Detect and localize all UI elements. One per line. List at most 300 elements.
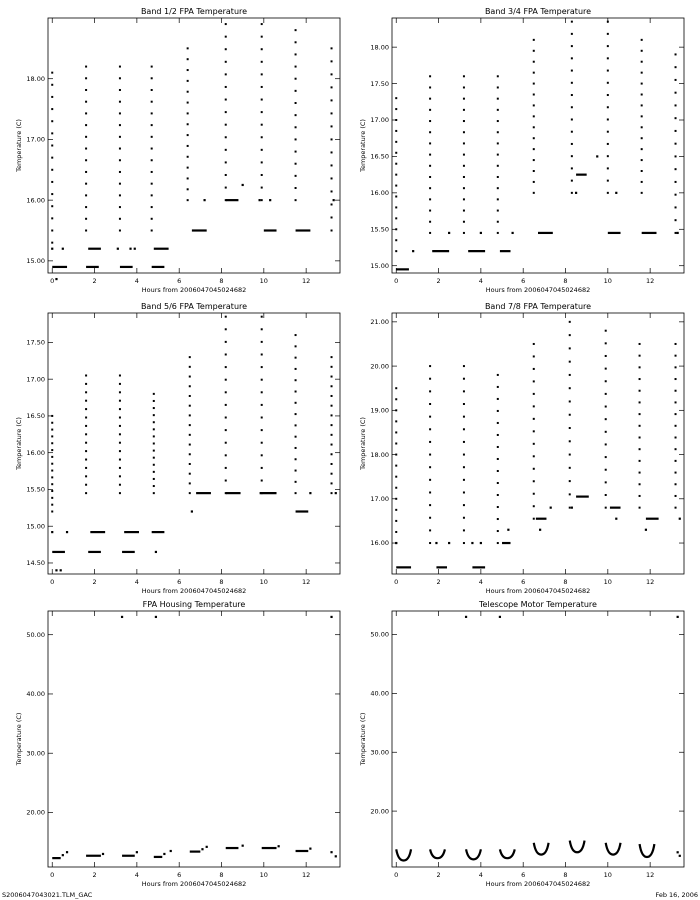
data-point xyxy=(51,531,53,533)
data-point xyxy=(463,75,465,77)
x-tick-label: 12 xyxy=(646,277,655,285)
data-point xyxy=(639,448,641,450)
data-point xyxy=(153,428,155,430)
data-point xyxy=(463,378,465,380)
data-point xyxy=(51,449,53,451)
x-tick-label: 12 xyxy=(646,578,655,586)
data-point xyxy=(429,365,431,367)
data-point xyxy=(497,410,499,412)
data-point xyxy=(261,391,263,393)
data-point xyxy=(119,171,121,173)
x-tick-label: 6 xyxy=(177,578,182,586)
data-point xyxy=(295,492,297,494)
data-point xyxy=(533,148,535,150)
data-point xyxy=(225,99,227,101)
data-point xyxy=(675,168,677,170)
footer-file-label: S2006047043021.TLM_GAC xyxy=(2,891,93,899)
data-point xyxy=(497,458,499,460)
data-point xyxy=(675,143,677,145)
data-point xyxy=(295,345,297,347)
x-tick-label: 0 xyxy=(394,578,399,586)
data-point xyxy=(187,80,189,82)
data-point xyxy=(85,89,87,91)
data-point xyxy=(51,456,53,458)
data-point xyxy=(463,86,465,88)
data-point xyxy=(85,484,87,486)
data-point xyxy=(151,183,153,185)
data-point xyxy=(429,176,431,178)
data-point xyxy=(201,848,203,850)
data-point xyxy=(675,206,677,208)
data-point xyxy=(261,379,263,381)
data-point xyxy=(119,218,121,220)
data-point xyxy=(571,33,573,35)
data-point xyxy=(448,232,450,234)
data-point xyxy=(85,417,87,419)
data-point xyxy=(395,141,397,143)
data-point xyxy=(429,454,431,456)
y-axis-label: Temperature (C) xyxy=(15,417,23,470)
data-point xyxy=(51,145,53,147)
data-point xyxy=(395,420,397,422)
data-point xyxy=(639,495,641,497)
data-point xyxy=(189,434,191,436)
data-point xyxy=(187,102,189,104)
data-point xyxy=(639,425,641,427)
data-point xyxy=(497,120,499,122)
data-point xyxy=(85,101,87,103)
data-point xyxy=(463,542,465,544)
data-point xyxy=(119,66,121,68)
y-tick-label: 15.50 xyxy=(370,225,389,234)
x-tick-label: 12 xyxy=(302,578,311,586)
data-point xyxy=(605,368,607,370)
data-point xyxy=(605,393,607,395)
data-cycle xyxy=(534,843,549,855)
data-point xyxy=(331,463,333,465)
data-point xyxy=(187,134,189,136)
data-point xyxy=(641,170,643,172)
x-tick-label: 0 xyxy=(394,871,399,879)
data-point xyxy=(119,206,121,208)
data-point xyxy=(331,444,333,446)
y-tick-label: 16.00 xyxy=(370,539,389,548)
data-point xyxy=(571,82,573,84)
data-point xyxy=(153,478,155,480)
footer-date-label: Feb 16, 2006 xyxy=(655,891,698,899)
data-point xyxy=(51,108,53,110)
data-point xyxy=(463,210,465,212)
data-point xyxy=(395,398,397,400)
data-point xyxy=(395,476,397,478)
data-point xyxy=(605,330,607,332)
chart-title: Band 5/6 FPA Temperature xyxy=(140,302,248,311)
data-point xyxy=(187,58,189,60)
data-point xyxy=(571,180,573,182)
data-point xyxy=(331,376,333,378)
y-tick-label: 15.00 xyxy=(26,257,45,266)
x-tick-label: 8 xyxy=(219,578,224,586)
data-point xyxy=(331,60,333,62)
x-tick-label: 8 xyxy=(563,578,568,586)
data-point xyxy=(151,206,153,208)
data-point xyxy=(225,187,227,189)
data-point xyxy=(675,472,677,474)
data-point xyxy=(533,405,535,407)
data-point xyxy=(295,447,297,449)
y-tick-label: 19.00 xyxy=(370,406,389,415)
data-point xyxy=(51,415,53,417)
x-tick-label: 10 xyxy=(603,578,612,586)
data-point xyxy=(497,482,499,484)
data-point xyxy=(429,441,431,443)
data-point xyxy=(331,405,333,407)
data-point xyxy=(119,374,121,376)
data-point xyxy=(395,130,397,132)
data-point xyxy=(533,61,535,63)
data-point xyxy=(533,468,535,470)
data-point xyxy=(187,47,189,49)
data-point xyxy=(463,187,465,189)
data-point xyxy=(225,161,227,163)
y-tick-label: 20.00 xyxy=(370,362,389,371)
data-point xyxy=(463,428,465,430)
data-point xyxy=(533,393,535,395)
data-point xyxy=(261,467,263,469)
data-point xyxy=(675,390,677,392)
y-tick-label: 17.00 xyxy=(26,375,45,384)
data-point xyxy=(187,112,189,114)
data-point xyxy=(605,456,607,458)
x-tick-label: 6 xyxy=(521,871,526,879)
data-point xyxy=(51,442,53,444)
data-point xyxy=(463,454,465,456)
data-point xyxy=(295,334,297,336)
data-point xyxy=(153,393,155,395)
y-axis-label: Temperature (C) xyxy=(359,417,367,470)
data-point xyxy=(331,492,333,494)
data-point xyxy=(151,112,153,114)
data-point xyxy=(187,69,189,71)
x-tick-label: 8 xyxy=(219,871,224,879)
data-point xyxy=(261,442,263,444)
data-point xyxy=(331,164,333,166)
data-point xyxy=(569,493,571,495)
data-point xyxy=(225,454,227,456)
data-point xyxy=(153,457,155,459)
data-point xyxy=(51,120,53,122)
data-cycle xyxy=(466,849,481,859)
data-point xyxy=(225,379,227,381)
y-tick-label: 18.00 xyxy=(370,450,389,459)
data-point xyxy=(533,83,535,85)
data-point xyxy=(295,53,297,55)
data-point xyxy=(497,210,499,212)
data-point xyxy=(533,343,535,345)
data-point xyxy=(295,470,297,472)
x-tick-label: 2 xyxy=(436,578,441,586)
data-point xyxy=(429,416,431,418)
data-point xyxy=(395,409,397,411)
data-point xyxy=(119,391,121,393)
data-point xyxy=(331,356,333,358)
data-point xyxy=(463,416,465,418)
data-point xyxy=(533,126,535,128)
data-point xyxy=(51,157,53,159)
data-point xyxy=(533,50,535,52)
x-tick-label: 0 xyxy=(394,277,399,285)
data-point xyxy=(605,418,607,420)
data-point xyxy=(429,542,431,544)
data-point xyxy=(225,341,227,343)
data-point xyxy=(429,75,431,77)
data-point xyxy=(261,48,263,50)
data-point xyxy=(261,36,263,38)
data-point xyxy=(607,143,609,145)
data-point xyxy=(605,494,607,496)
data-point xyxy=(497,542,499,544)
data-point xyxy=(607,118,609,120)
data-point xyxy=(189,414,191,416)
data-point xyxy=(119,425,121,427)
data-point xyxy=(675,155,677,157)
x-tick-label: 4 xyxy=(134,578,139,586)
data-point xyxy=(395,509,397,511)
data-point xyxy=(331,216,333,218)
data-point xyxy=(497,374,499,376)
data-point xyxy=(187,199,189,201)
data-point xyxy=(607,70,609,72)
data-point xyxy=(499,616,501,618)
data-point xyxy=(533,137,535,139)
data-point xyxy=(261,124,263,126)
data-point xyxy=(675,413,677,415)
data-point xyxy=(571,167,573,169)
x-tick-label: 8 xyxy=(563,277,568,285)
data-point xyxy=(187,177,189,179)
data-point xyxy=(675,436,677,438)
y-tick-label: 15.50 xyxy=(26,485,45,494)
x-tick-label: 12 xyxy=(302,277,311,285)
data-point xyxy=(497,494,499,496)
y-tick-label: 30.00 xyxy=(26,749,45,758)
data-point xyxy=(395,498,397,500)
x-tick-label: 4 xyxy=(478,578,483,586)
data-point xyxy=(155,616,157,618)
chart-panel xyxy=(15,302,340,595)
data-point xyxy=(571,155,573,157)
data-point xyxy=(189,356,191,358)
x-tick-label: 0 xyxy=(50,871,55,879)
data-point xyxy=(675,448,677,450)
data-point xyxy=(429,154,431,156)
data-point xyxy=(242,845,244,847)
data-point xyxy=(497,518,499,520)
data-point xyxy=(675,194,677,196)
y-tick-label: 50.00 xyxy=(370,630,389,639)
data-point xyxy=(395,196,397,198)
data-point xyxy=(675,460,677,462)
y-tick-label: 50.00 xyxy=(26,630,45,639)
data-point xyxy=(51,483,53,485)
x-axis-label: Hours from 2006047045024682 xyxy=(485,286,591,294)
data-point xyxy=(497,198,499,200)
data-point xyxy=(261,61,263,63)
data-point xyxy=(225,442,227,444)
x-tick-label: 2 xyxy=(436,871,441,879)
data-point xyxy=(677,851,679,853)
data-point xyxy=(136,851,138,853)
data-point xyxy=(119,159,121,161)
y-tick-label: 18.00 xyxy=(26,74,45,83)
data-point xyxy=(191,510,193,512)
chart-title: Band 1/2 FPA Temperature xyxy=(140,7,248,16)
data-point xyxy=(395,443,397,445)
data-point xyxy=(60,569,62,571)
data-point xyxy=(295,481,297,483)
data-point xyxy=(497,530,499,532)
data-point xyxy=(463,403,465,405)
data-point xyxy=(675,378,677,380)
data-point xyxy=(261,429,263,431)
data-point xyxy=(85,66,87,68)
data-point xyxy=(395,206,397,208)
data-point xyxy=(85,159,87,161)
data-point xyxy=(225,48,227,50)
data-point xyxy=(533,115,535,117)
data-point xyxy=(641,192,643,194)
data-point xyxy=(675,79,677,81)
data-point xyxy=(641,181,643,183)
data-point xyxy=(119,194,121,196)
plot-frame xyxy=(392,313,684,574)
x-tick-label: 2 xyxy=(92,871,97,879)
data-point xyxy=(261,316,263,318)
data-cycle xyxy=(396,849,411,860)
data-point xyxy=(151,89,153,91)
data-point xyxy=(153,485,155,487)
data-point xyxy=(85,408,87,410)
data-point xyxy=(569,454,571,456)
data-point xyxy=(261,111,263,113)
y-tick-label: 21.00 xyxy=(370,318,389,327)
data-point xyxy=(497,131,499,133)
data-point xyxy=(295,199,297,201)
x-axis-label: Hours from 2006047045024682 xyxy=(485,880,591,888)
data-point xyxy=(497,446,499,448)
y-tick-label: 16.00 xyxy=(26,448,45,457)
data-point xyxy=(295,66,297,68)
data-point xyxy=(85,425,87,427)
data-point xyxy=(497,109,499,111)
data-point xyxy=(596,155,598,157)
data-point xyxy=(225,404,227,406)
data-point xyxy=(615,192,617,194)
chart-title: Band 3/4 FPA Temperature xyxy=(484,7,592,16)
data-point xyxy=(295,138,297,140)
data-point xyxy=(153,464,155,466)
data-point xyxy=(119,148,121,150)
data-point xyxy=(395,542,397,544)
data-point xyxy=(55,569,57,571)
data-point xyxy=(569,387,571,389)
x-tick-label: 0 xyxy=(50,277,55,285)
y-tick-label: 30.00 xyxy=(370,748,389,757)
data-point xyxy=(331,73,333,75)
data-point xyxy=(569,467,571,469)
data-point xyxy=(463,109,465,111)
data-point xyxy=(85,459,87,461)
data-point xyxy=(605,481,607,483)
y-axis-label: Temperature (C) xyxy=(15,119,23,172)
data-point xyxy=(569,414,571,416)
x-tick-label: 6 xyxy=(177,871,182,879)
data-point xyxy=(395,217,397,219)
y-tick-label: 17.00 xyxy=(370,494,389,503)
data-point xyxy=(507,529,509,531)
data-point xyxy=(225,136,227,138)
data-point xyxy=(295,163,297,165)
data-point xyxy=(295,151,297,153)
data-point xyxy=(309,848,311,850)
data-point xyxy=(261,480,263,482)
data-point xyxy=(463,165,465,167)
data-point xyxy=(151,218,153,220)
data-point xyxy=(512,232,514,234)
data-point xyxy=(448,542,450,544)
data-point xyxy=(429,517,431,519)
data-point xyxy=(261,23,263,25)
data-point xyxy=(429,210,431,212)
data-point xyxy=(331,385,333,387)
data-point xyxy=(261,341,263,343)
data-point xyxy=(295,391,297,393)
data-point xyxy=(151,171,153,173)
data-point xyxy=(261,328,263,330)
data-point xyxy=(331,434,333,436)
data-point xyxy=(225,429,227,431)
data-point xyxy=(225,23,227,25)
data-point xyxy=(119,475,121,477)
data-point xyxy=(225,111,227,113)
data-point xyxy=(641,50,643,52)
data-point xyxy=(134,248,136,250)
data-point xyxy=(605,443,607,445)
data-point xyxy=(51,181,53,183)
data-point xyxy=(295,402,297,404)
x-tick-label: 6 xyxy=(521,277,526,285)
data-point xyxy=(480,232,482,234)
data-point xyxy=(151,66,153,68)
y-tick-label: 17.00 xyxy=(26,135,45,144)
data-point xyxy=(187,188,189,190)
data-point xyxy=(607,21,609,23)
data-point xyxy=(119,484,121,486)
data-point xyxy=(51,490,53,492)
data-point xyxy=(497,187,499,189)
data-point xyxy=(51,132,53,134)
data-point xyxy=(395,228,397,230)
data-point xyxy=(463,466,465,468)
data-point xyxy=(331,177,333,179)
data-point xyxy=(85,442,87,444)
data-point xyxy=(533,181,535,183)
data-point xyxy=(395,185,397,187)
data-point xyxy=(225,61,227,63)
data-point xyxy=(51,435,53,437)
data-point xyxy=(295,78,297,80)
data-point xyxy=(395,174,397,176)
